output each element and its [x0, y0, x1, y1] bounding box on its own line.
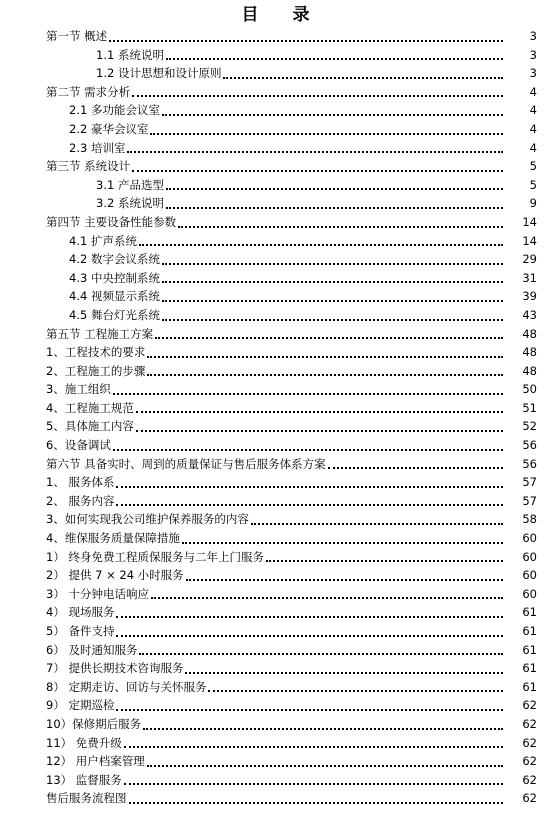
toc-entry-page-number: 60	[503, 585, 551, 604]
toc-entry-page-number: 48	[503, 343, 551, 362]
toc-entry-title: 第六节 具备实时、周到的质量保证与售后服务体系方案	[46, 455, 328, 474]
toc-entry-page-number: 56	[503, 436, 551, 455]
dot-leader	[116, 603, 503, 622]
dot-leader	[223, 64, 503, 83]
dot-leader	[162, 269, 503, 288]
dot-leader	[113, 436, 503, 455]
toc-entry-page-number: 62	[503, 734, 551, 753]
toc-entry-page-number: 5	[503, 157, 551, 176]
toc-list	[0, 27, 551, 808]
toc-entry[interactable]	[0, 715, 551, 734]
toc-entry-page-number: 51	[503, 399, 551, 418]
dot-leader	[139, 641, 503, 660]
toc-entry-page-number: 4	[503, 139, 551, 158]
toc-entry[interactable]	[0, 306, 551, 325]
toc-entry[interactable]	[0, 771, 551, 790]
dot-leader	[132, 157, 503, 176]
toc-entry-title: 第四节 主要设备性能参数	[46, 213, 178, 232]
dot-leader	[127, 139, 503, 158]
dot-leader	[109, 27, 503, 46]
toc-entry[interactable]	[0, 250, 551, 269]
dot-leader	[328, 455, 503, 474]
toc-entry-title: 2.2 豪华会议室	[69, 120, 150, 139]
toc-entry[interactable]	[0, 343, 551, 362]
toc-entry-title: 11） 免费升级	[46, 734, 124, 753]
dot-leader	[116, 492, 503, 511]
toc-entry-title: 1、工程技术的要求	[46, 343, 147, 362]
toc-entry[interactable]	[0, 27, 551, 46]
dot-leader	[208, 678, 503, 697]
toc-entry-title: 5、具体施工内容	[46, 417, 136, 436]
toc-entry[interactable]	[0, 194, 551, 213]
dot-leader	[150, 120, 503, 139]
toc-entry[interactable]	[0, 473, 551, 492]
toc-entry-title: 售后服务流程图	[46, 789, 129, 808]
dot-leader	[116, 622, 503, 641]
dot-leader	[136, 399, 503, 418]
toc-entry-page-number: 56	[503, 455, 551, 474]
toc-entry-page-number: 62	[503, 752, 551, 771]
toc-entry[interactable]	[0, 157, 551, 176]
toc-entry-page-number: 3	[503, 27, 551, 46]
toc-entry-page-number: 62	[503, 771, 551, 790]
toc-entry-title: 4） 现场服务	[46, 603, 116, 622]
toc-entry-title: 1、 服务体系	[46, 473, 116, 492]
toc-entry-page-number: 50	[503, 380, 551, 399]
toc-entry-page-number: 29	[503, 250, 551, 269]
dot-leader	[124, 771, 503, 790]
toc-entry-page-number: 57	[503, 473, 551, 492]
toc-entry-page-number: 62	[503, 715, 551, 734]
toc-entry[interactable]	[0, 492, 551, 511]
toc-entry-title: 4、工程施工规范	[46, 399, 136, 418]
toc-entry[interactable]	[0, 752, 551, 771]
dot-leader	[116, 696, 503, 715]
toc-entry-title: 第一节 概述	[46, 27, 109, 46]
toc-entry-title: 3.1 产品选型	[96, 176, 166, 195]
toc-entry-title: 4.2 数字会议系统	[69, 250, 162, 269]
toc-entry-title: 1） 终身免费工程质保服务与二年上门服务	[46, 548, 266, 567]
toc-entry-title: 2.1 多功能会议室	[69, 101, 162, 120]
toc-entry-page-number: 61	[503, 659, 551, 678]
toc-entry-title: 2、工程施工的步骤	[46, 362, 147, 381]
toc-entry-title: 1.2 设计思想和设计原则	[96, 64, 223, 83]
toc-entry-title: 4、维保服务质量保障措施	[46, 529, 182, 548]
toc-entry-title: 1.1 系统说明	[96, 46, 166, 65]
dot-leader	[166, 46, 503, 65]
dot-leader	[147, 362, 503, 381]
toc-entry-page-number: 4	[503, 120, 551, 139]
toc-entry-title: 13） 监督服务	[46, 771, 124, 790]
toc-entry[interactable]	[0, 529, 551, 548]
dot-leader	[251, 510, 503, 529]
toc-entry[interactable]	[0, 120, 551, 139]
dot-leader	[178, 213, 503, 232]
toc-entry-page-number: 61	[503, 622, 551, 641]
toc-entry-page-number: 57	[503, 492, 551, 511]
toc-entry[interactable]	[0, 510, 551, 529]
toc-entry-page-number: 3	[503, 46, 551, 65]
dot-leader	[143, 715, 503, 734]
toc-entry-title: 第二节 需求分析	[46, 83, 132, 102]
toc-entry-page-number: 60	[503, 529, 551, 548]
toc-entry-title: 4.5 舞台灯光系统	[69, 306, 162, 325]
dot-leader	[266, 548, 503, 567]
toc-entry-title: 8） 定期走访、回访与关怀服务	[46, 678, 208, 697]
toc-entry-page-number: 60	[503, 566, 551, 585]
toc-entry-title: 第五节 工程施工方案	[46, 325, 155, 344]
toc-entry-title: 3、如何实现我公司维护保养服务的内容	[46, 510, 251, 529]
dot-leader	[166, 194, 503, 213]
toc-entry[interactable]	[0, 101, 551, 120]
toc-entry[interactable]	[0, 176, 551, 195]
toc-entry-page-number: 39	[503, 287, 551, 306]
dot-leader	[185, 659, 503, 678]
toc-entry-page-number: 14	[503, 213, 551, 232]
dot-leader	[147, 343, 503, 362]
toc-entry[interactable]	[0, 678, 551, 697]
toc-entry-page-number: 61	[503, 603, 551, 622]
toc-entry[interactable]	[0, 380, 551, 399]
toc-entry-page-number: 52	[503, 417, 551, 436]
toc-entry[interactable]	[0, 566, 551, 585]
toc-entry-title: 6） 及时通知服务	[46, 641, 139, 660]
toc-entry[interactable]	[0, 455, 551, 474]
page-title: 目 录	[241, 5, 324, 25]
toc-entry-title: 12） 用户档案管理	[46, 752, 147, 771]
dot-leader	[155, 325, 503, 344]
dot-leader	[166, 176, 503, 195]
toc-entry-page-number: 5	[503, 176, 551, 195]
toc-entry-page-number: 48	[503, 325, 551, 344]
toc-entry[interactable]	[0, 325, 551, 344]
toc-entry[interactable]	[0, 734, 551, 753]
toc-entry-page-number: 9	[503, 194, 551, 213]
toc-entry[interactable]	[0, 287, 551, 306]
toc-entry-title: 4.3 中央控制系统	[69, 269, 162, 288]
toc-entry-title: 4.1 扩声系统	[69, 232, 139, 251]
dot-leader	[151, 585, 503, 604]
toc-entry[interactable]	[0, 362, 551, 381]
toc-entry[interactable]	[0, 659, 551, 678]
toc-entry-title: 第三节 系统设计	[46, 157, 132, 176]
toc-entry[interactable]	[0, 139, 551, 158]
toc-entry-title: 9） 定期巡检	[46, 696, 116, 715]
toc-entry[interactable]	[0, 548, 551, 567]
toc-entry[interactable]	[0, 436, 551, 455]
toc-entry-page-number: 61	[503, 641, 551, 660]
toc-entry-page-number: 4	[503, 83, 551, 102]
dot-leader	[162, 250, 503, 269]
toc-entry-page-number: 58	[503, 510, 551, 529]
toc-entry[interactable]	[0, 232, 551, 251]
toc-entry[interactable]	[0, 399, 551, 418]
dot-leader	[162, 101, 503, 120]
dot-leader	[132, 83, 503, 102]
toc-entry-page-number: 4	[503, 101, 551, 120]
dot-leader	[186, 566, 503, 585]
toc-entry-title: 3） 十分钟电话响应	[46, 585, 151, 604]
toc-entry-page-number: 43	[503, 306, 551, 325]
toc-entry-title: 10）保修期后服务	[46, 715, 143, 734]
toc-entry-page-number: 48	[503, 362, 551, 381]
toc-entry-page-number: 61	[503, 678, 551, 697]
dot-leader	[147, 752, 503, 771]
toc-entry[interactable]	[0, 789, 551, 808]
toc-entry-page-number: 62	[503, 789, 551, 808]
toc-entry-page-number: 31	[503, 269, 551, 288]
toc-entry-title: 2、 服务内容	[46, 492, 116, 511]
toc-entry-title: 2.3 培训室	[69, 139, 127, 158]
toc-entry-title: 3、施工组织	[46, 380, 113, 399]
dot-leader	[162, 306, 503, 325]
toc-entry[interactable]	[0, 83, 551, 102]
dot-leader	[116, 473, 503, 492]
toc-entry-title: 5） 备件支持	[46, 622, 116, 641]
dot-leader	[129, 789, 504, 808]
toc-entry[interactable]	[0, 46, 551, 65]
toc-entry-title: 3.2 系统说明	[96, 194, 166, 213]
toc-entry[interactable]	[0, 696, 551, 715]
dot-leader	[182, 529, 503, 548]
dot-leader	[136, 417, 503, 436]
toc-entry[interactable]	[0, 641, 551, 660]
toc-entry-title: 7） 提供长期技术咨询服务	[46, 659, 185, 678]
toc-entry-page-number: 60	[503, 548, 551, 567]
toc-entry[interactable]	[0, 603, 551, 622]
toc-entry-title: 4.4 视频显示系统	[69, 287, 162, 306]
dot-leader	[139, 232, 503, 251]
toc-entry[interactable]	[0, 64, 551, 83]
toc-entry-title: 6、设备调试	[46, 436, 113, 455]
toc-entry[interactable]	[0, 417, 551, 436]
toc-entry[interactable]	[0, 585, 551, 604]
dot-leader	[162, 287, 503, 306]
toc-entry[interactable]	[0, 622, 551, 641]
toc-entry-page-number: 3	[503, 64, 551, 83]
toc-entry[interactable]	[0, 269, 551, 288]
toc-entry-page-number: 14	[503, 232, 551, 251]
dot-leader	[113, 380, 503, 399]
toc-entry-page-number: 62	[503, 696, 551, 715]
toc-entry-title: 2） 提供 7 × 24 小时服务	[46, 566, 186, 585]
toc-entry[interactable]	[0, 213, 551, 232]
dot-leader	[124, 734, 503, 753]
